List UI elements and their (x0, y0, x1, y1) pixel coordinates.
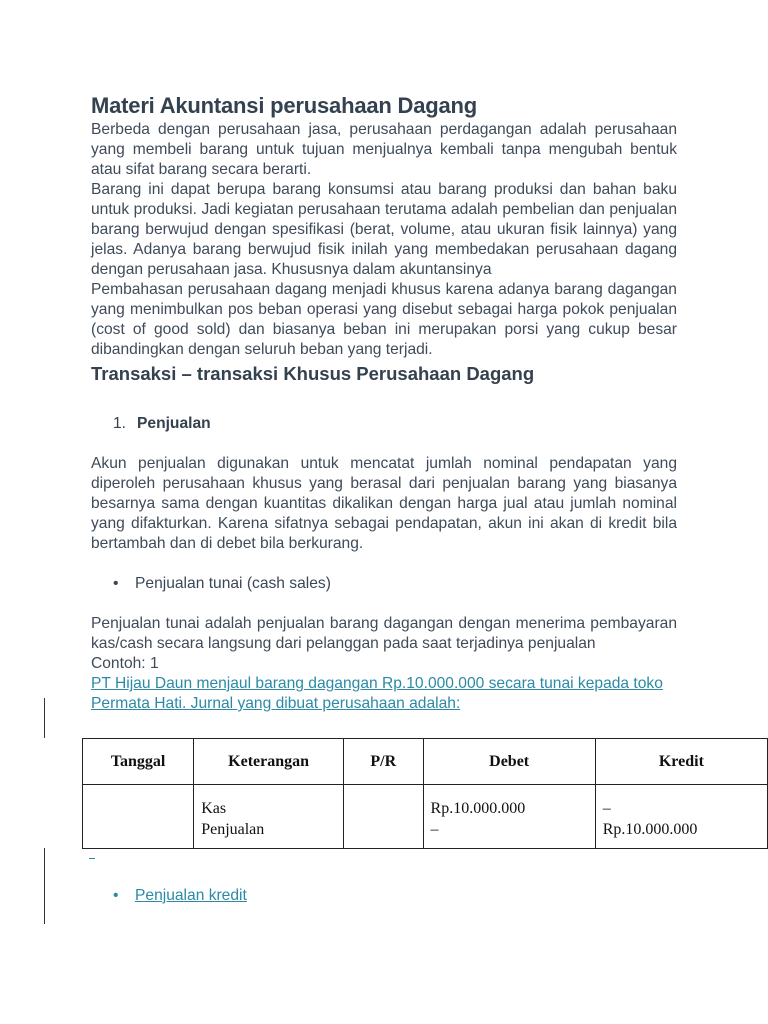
paragraph-tunai: Penjualan tunai adalah penjualan barang dagangan dengan menerima pembayaran kas/cash secara langsung dari pelanggan pada saat terjadinya penjualan (91, 615, 677, 652)
bullet-penjualan-kredit[interactable] (113, 886, 247, 906)
list-item-penjualan (91, 414, 677, 434)
kredit-line-1: – (602, 800, 611, 817)
contoh-label: Contoh: 1 (91, 655, 159, 672)
cell-debet (423, 785, 595, 849)
cell-keterangan (194, 785, 344, 849)
keterangan-line-penjualan: Penjualan (201, 821, 265, 838)
cell-tanggal (83, 785, 194, 849)
header-debet: Debet (423, 739, 595, 785)
paragraph-barang: Barang ini dapat berupa barang konsumsi atau barang produksi dan bahan baku untuk produksi. Jadi kegiatan perusahaan terutama adalah pembelian dan penjualan barang berwujud dengan spesifikasi (berat, volume, atau ukuran fisik lainnya) yang jelas. Adanya barang berwujud fisik inilah yang membedakan perusahaan dagang dengan perusahaan jasa. Khususnya dalam akuntansinya (91, 181, 677, 278)
bullet-penjualan-tunai (91, 574, 677, 594)
bullet-dot: • (113, 887, 119, 904)
list-number: 1. (113, 415, 127, 432)
cell-kredit (595, 785, 767, 849)
header-tanggal: Tanggal (83, 739, 194, 785)
header-keterangan: Keterangan (194, 739, 344, 785)
paragraph-pembahasan: Pembahasan perusahaan dagang menjadi khusus karena adanya barang dagangan yang menimbulkan pos beban operasi yang disebut sebagai harga pokok penjualan (cost of good sold) dan biasanya beban ini merupakan porsi yang cukup besar dibandingkan dengan seluruh beban yang terjadi. (91, 281, 677, 358)
link-underline-fragment (89, 858, 95, 859)
journal-table (82, 738, 768, 849)
cell-pr (344, 785, 424, 849)
left-margin-bar-bottom (44, 848, 45, 924)
section-title: Transaksi – transaksi Khusus Perusahaan Dagang (91, 363, 535, 384)
paragraph-intro: Berbeda dengan perusahaan jasa, perusahaan perdagangan adalah perusahaan yang membeli barang untuk tujuan menjualnya kembali tanpa mengubah bentuk atau sifat barang secara berarti. (91, 121, 677, 178)
table-row (83, 785, 768, 849)
page-title: Materi Akuntansi perusahaan Dagang (91, 93, 478, 118)
bullet-label: Penjualan tunai (cash sales) (135, 575, 331, 592)
header-kredit: Kredit (595, 739, 767, 785)
bullet-label: Penjualan kredit (135, 887, 247, 904)
bullet-dot: • (113, 575, 119, 592)
debet-line-2: – (430, 821, 439, 838)
table-header-row (83, 739, 768, 785)
document-page (91, 92, 677, 714)
debet-line-1: Rp.10.000.000 (430, 800, 526, 817)
example-link[interactable]: PT Hijau Daun menjaul barang dagangan Rp.10.000.000 secara tunai kepada toko Permata Hati. Jurnal yang dibuat perusahaan adalah: (91, 675, 663, 712)
list-label: Penjualan (137, 415, 211, 432)
paragraph-penjualan: Akun penjualan digunakan untuk mencatat jumlah nominal pendapatan yang diperoleh perusahaan khusus yang berasal dari penjualan barang yang biasanya besarnya sama dengan kuantitas dikalikan dengan harga jual atau jumlah nominal yang difakturkan. Karena sifatnya sebagai pendapatan, akun ini akan di kredit bila bertambah dan di debet bila berkurang. (91, 455, 677, 552)
left-margin-bar-top (44, 698, 45, 738)
kredit-line-2: Rp.10.000.000 (602, 821, 698, 838)
keterangan-line-kas: Kas (201, 800, 227, 817)
header-pr: P/R (344, 739, 424, 785)
